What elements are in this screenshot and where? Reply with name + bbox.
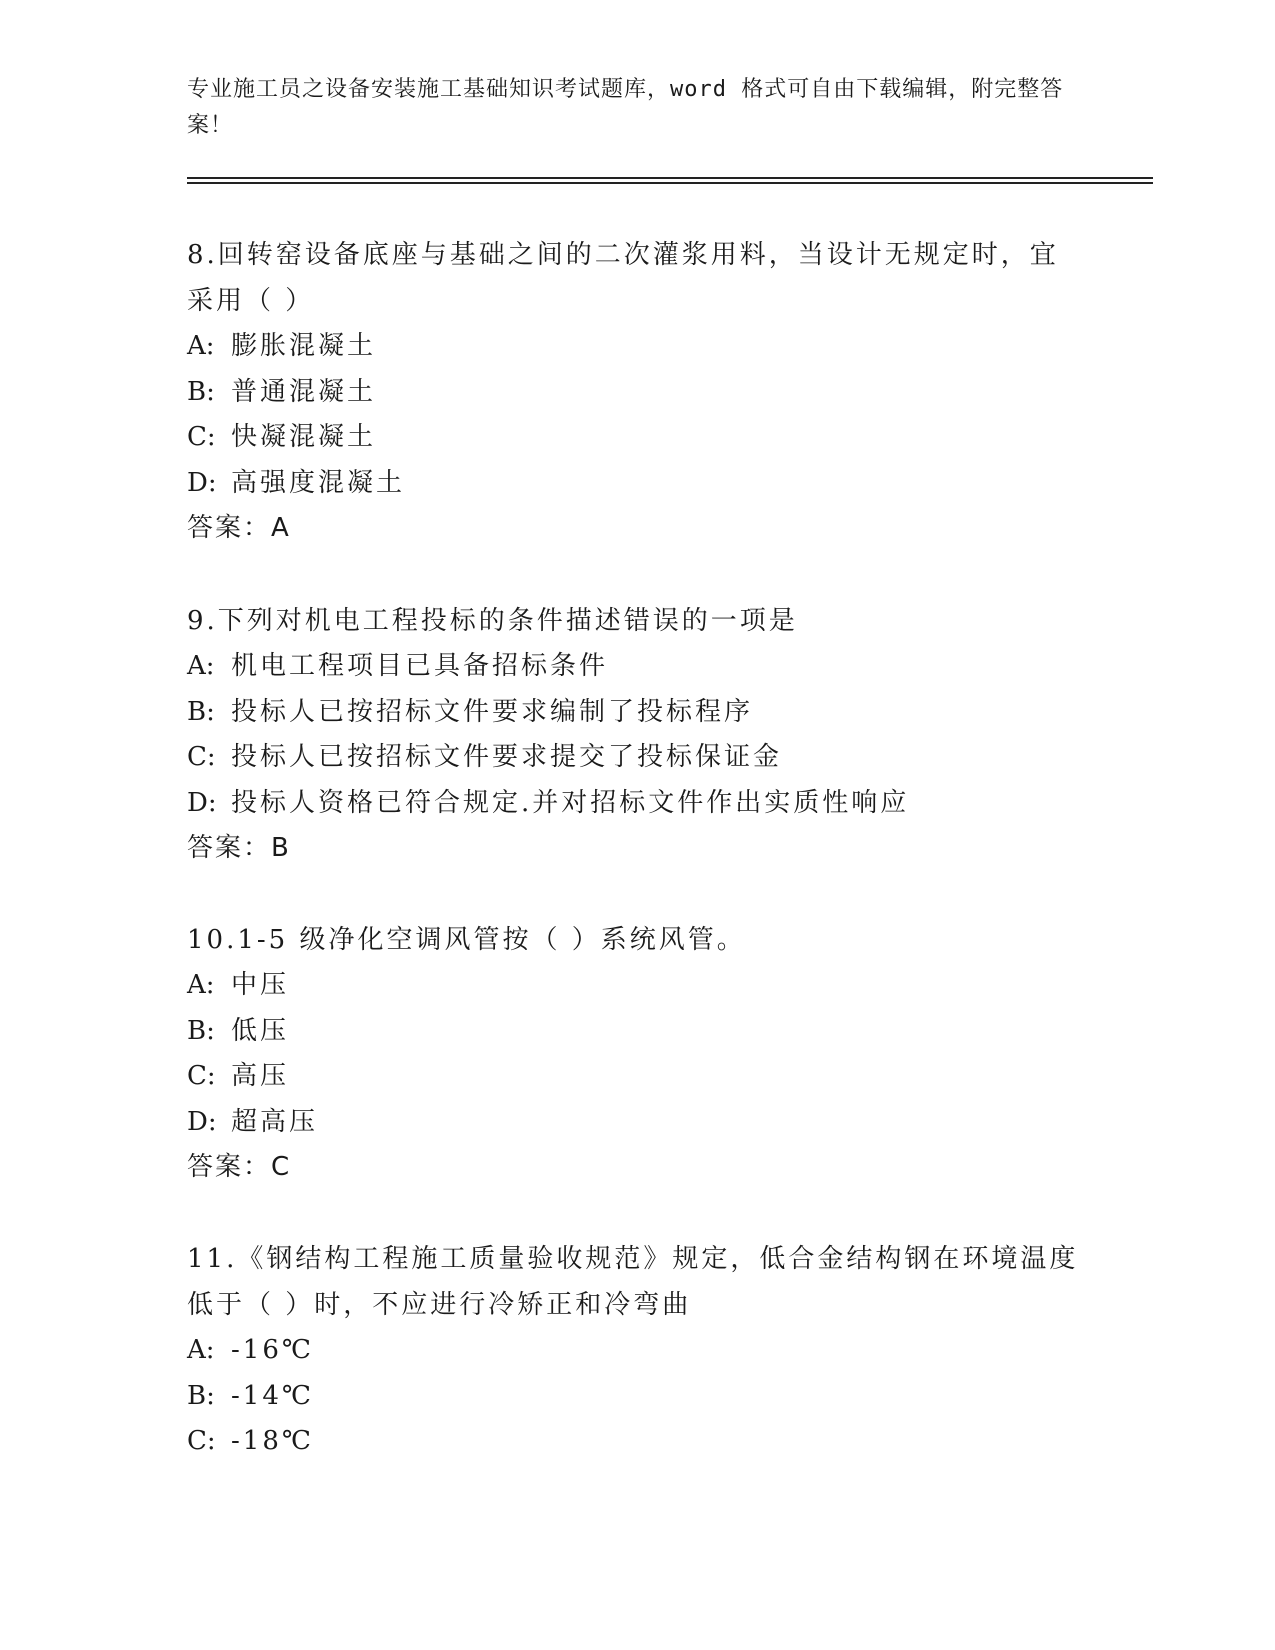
option-label: A: [187, 651, 215, 681]
option-d [187, 461, 1087, 507]
option-label: D: [187, 467, 217, 498]
option-label: B: [187, 696, 215, 727]
option-text: 膨胀混凝土 [231, 331, 377, 361]
option-text: 投标人已按招标文件要求编制了投标程序 [231, 696, 754, 727]
option-d [187, 781, 1087, 827]
option-label: A: [187, 331, 215, 361]
option-label: B: [187, 1380, 215, 1411]
option-text: 高压 [231, 1061, 290, 1091]
option-c [187, 415, 1087, 461]
option-text: -16℃ [231, 1335, 314, 1365]
option-c [187, 1419, 1087, 1465]
option-label: B: [187, 1015, 215, 1046]
question-stem: 11.《钢结构工程施工质量验收规范》规定，低合金结构钢在环境温度低于（ ）时，不应进行冷矫正和冷弯曲 [187, 1244, 1079, 1320]
question-8 [187, 232, 1087, 551]
option-text: 投标人已按招标文件要求提交了投标保证金 [231, 742, 783, 772]
option-b [187, 1009, 1087, 1055]
answer-text: 答案：C [187, 1152, 292, 1182]
answer-text: 答案：A [187, 513, 291, 543]
option-b [187, 690, 1087, 736]
option-text: 普通混凝土 [231, 376, 377, 407]
option-c [187, 1054, 1087, 1100]
option-label: C: [187, 1426, 216, 1456]
option-text: -18℃ [231, 1426, 314, 1456]
option-a [187, 324, 1087, 370]
option-label: B: [187, 376, 215, 407]
option-c [187, 735, 1087, 781]
header-divider-bottom [187, 182, 1153, 184]
option-label: D: [187, 1106, 217, 1137]
option-text: 中压 [231, 970, 290, 1000]
option-label: A: [187, 970, 215, 1000]
option-text: -14℃ [231, 1380, 314, 1411]
option-b [187, 1374, 1087, 1420]
option-a [187, 644, 1087, 690]
option-d [187, 1100, 1087, 1146]
option-text: 机电工程项目已具备招标条件 [231, 651, 609, 681]
question-stem: 8.回转窑设备底座与基础之间的二次灌浆用料，当设计无规定时，宜采用（ ） [187, 240, 1059, 316]
option-text: 超高压 [231, 1106, 319, 1137]
header-divider-top [187, 177, 1153, 179]
option-text: 投标人资格已符合规定.并对招标文件作出实质性响应 [231, 787, 910, 818]
option-label: C: [187, 742, 216, 772]
option-text: 快凝混凝土 [231, 422, 377, 452]
option-label: C: [187, 422, 216, 452]
document-header [187, 72, 1067, 144]
option-a [187, 1328, 1087, 1374]
option-a [187, 963, 1087, 1009]
option-label: C: [187, 1061, 216, 1091]
question-11 [187, 1236, 1087, 1465]
option-text: 高强度混凝土 [231, 467, 406, 498]
option-text: 低压 [231, 1015, 290, 1046]
question-10 [187, 917, 1087, 1190]
question-stem: 9.下列对机电工程投标的条件描述错误的一项是 [187, 606, 798, 636]
option-b [187, 370, 1087, 416]
question-9 [187, 598, 1087, 871]
question-stem: 10.1-5 级净化空调风管按（ ）系统风管。 [187, 925, 746, 955]
answer-text: 答案：B [187, 833, 291, 863]
option-label: D: [187, 787, 217, 818]
option-label: A: [187, 1335, 215, 1365]
header-intro-text: 专业施工员之设备安装施工基础知识考试题库，word 格式可自由下载编辑，附完整答案！ [187, 77, 1064, 138]
